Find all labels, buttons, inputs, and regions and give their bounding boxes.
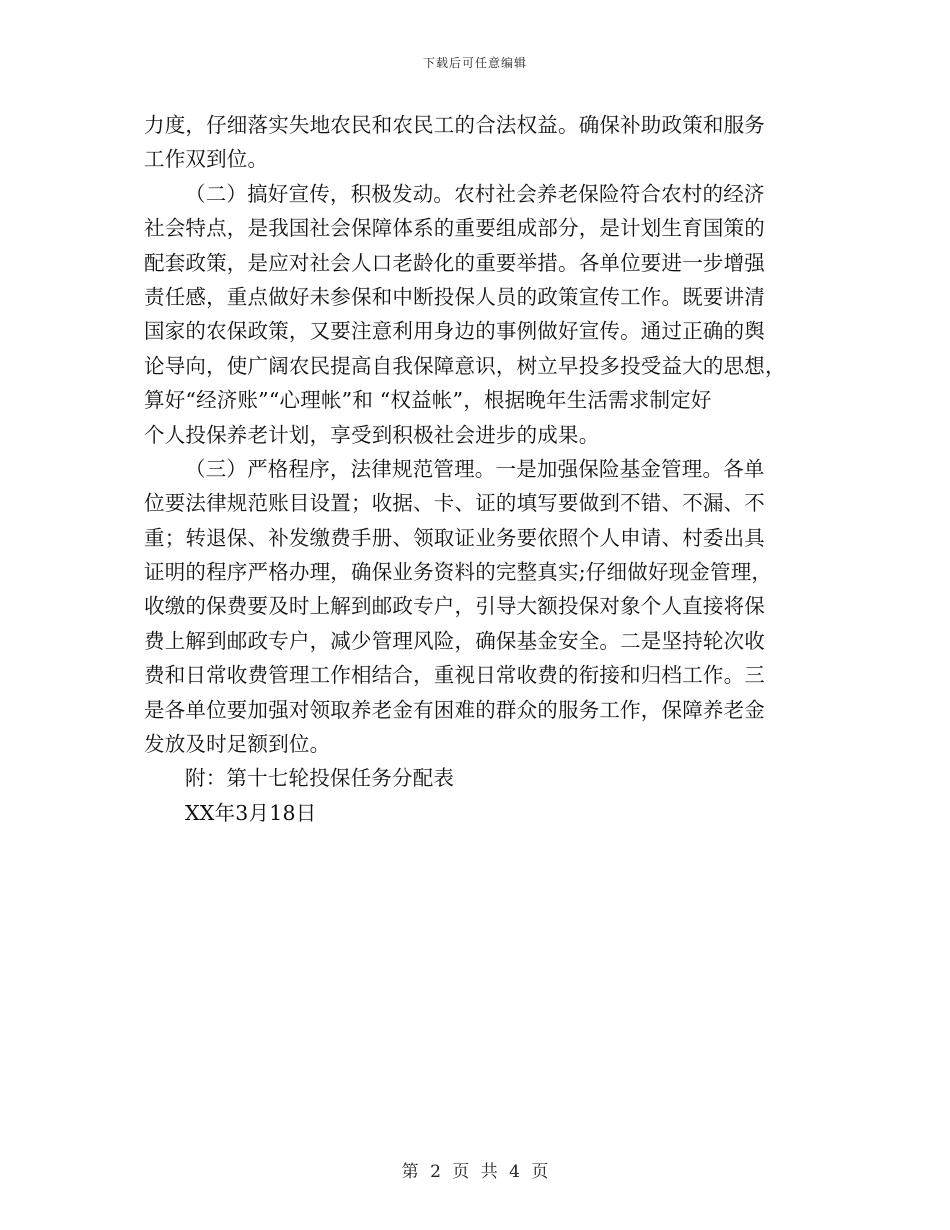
total-pages-number: 4: [509, 1162, 520, 1182]
body-line: 是各单位要加强对领取养老金有困难的群众的服务工作，保障养老金: [144, 697, 765, 722]
body-line: 工作双到位。: [144, 147, 269, 172]
body-line: 发放及时足额到位。: [144, 732, 331, 757]
page-label-total-word: 共: [480, 1162, 498, 1182]
body-line: 证明的程序严格办理，确保业务资料的完整真实;仔细做好现金管理，: [144, 560, 773, 585]
header-note: 下载后可任意编辑: [422, 56, 527, 70]
body-line: 算好“经济账”“心理帐”和 “权益帐”，根据晚年生活需求制定好: [144, 388, 712, 413]
body-line: 国家的农保政策，又要注意利用身边的事例做好宣传。通过正确的舆: [144, 319, 765, 344]
page-footer: [0, 1157, 950, 1182]
body-line: 社会特点，是我国社会保障体系的重要组成部分，是计划生育国策的: [144, 216, 765, 241]
page-label-mid: 页: [452, 1162, 470, 1182]
body-line: 重；转退保、补发缴费手册、领取证业务要依照个人申请、村委出具: [144, 525, 765, 550]
date-line: XX年3月18日: [185, 800, 317, 825]
section-two-heading-line: （二）搞好宣传，积极发动。农村社会养老保险符合农村的经济: [185, 181, 765, 206]
body-line: 费和日常收费管理工作相结合，重视日常收费的衔接和归档工作。三: [144, 663, 765, 688]
current-page-number: 2: [430, 1162, 441, 1182]
body-line: 力度，仔细落实失地农民和农民工的合法权益。确保补助政策和服务: [144, 113, 765, 137]
body-line: 个人投保养老计划，享受到积极社会进步的成果。: [144, 422, 600, 447]
section-three-heading-line: （三）严格程序，法律规范管理。一是加强保险基金管理。各单: [185, 456, 765, 481]
body-line: 论导向，使广阔农民提高自我保障意识，树立早投多投受益大的思想，: [144, 353, 786, 378]
body-line: 责任感，重点做好未参保和中断投保人员的政策宣传工作。既要讲清: [144, 284, 765, 309]
attachment-line: 附：第十七轮投保任务分配表: [185, 766, 455, 791]
page-label-suffix: 页: [531, 1162, 549, 1182]
document-body: [144, 108, 808, 830]
body-line: 配套政策，是应对社会人口老龄化的重要举措。各单位要进一步增强: [144, 250, 765, 275]
body-line: 收缴的保费要及时上解到邮政专户，引导大额投保对象个人直接将保: [144, 594, 765, 619]
body-line: 位要法律规范账目设置；收据、卡、证的填写要做到不错、不漏、不: [144, 491, 765, 516]
page-label-prefix: 第: [401, 1162, 419, 1182]
body-line: 费上解到邮政专户，减少管理风险，确保基金安全。二是坚持轮次收: [144, 628, 765, 653]
